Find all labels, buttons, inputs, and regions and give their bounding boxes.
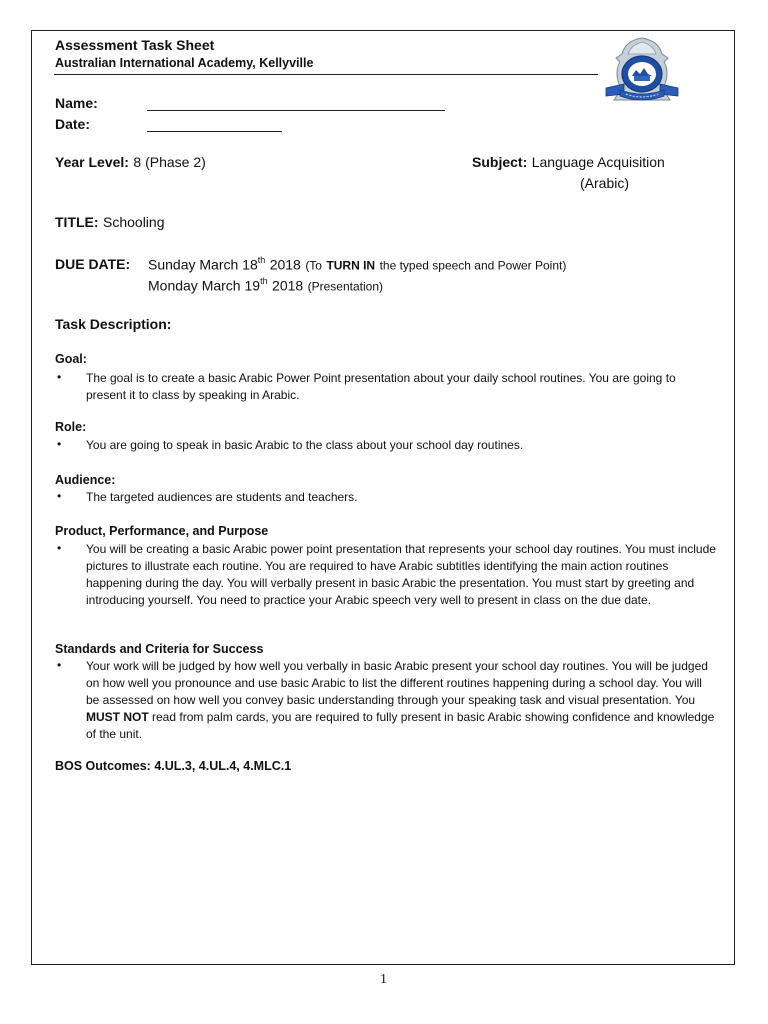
standards-text-emphasis: MUST NOT [86,710,149,724]
due-date-label: DUE DATE: [55,256,131,272]
product-text: You will be creating a basic Arabic power point presentation that represents your school day routines. You must include pictures to illustrate each routine. You are required to have Arabic subtitles identifying the main action routines happening during the day. You will verbally present in basic Arabic the presentation. You must start by greeting and introducing yourself. You need to practice your Arabic speech very well to present in class on the due date. [86,542,716,607]
bullet-glyph: • [57,658,62,672]
due-date-1-note-end: the typed speech and Power Point) [379,258,567,273]
role-heading: Role: [55,420,87,434]
subject-value-continued: (Arabic) [580,175,630,191]
due-date-1-year: 2018 [269,256,301,273]
role-text: You are going to speak in basic Arabic to the class about your school day routines. [86,438,524,452]
title-label: TITLE: [55,214,99,230]
page-number: 1 [380,972,387,987]
due-date-1-note-start: (To [305,258,322,273]
title-value: Schooling [103,214,165,230]
due-date-2-year: 2018 [272,277,304,294]
due-date-2-suffix: th [260,276,268,286]
standards-heading: Standards and Criteria for Success [55,642,264,656]
date-field-line [147,131,282,132]
due-date-submission [148,255,566,274]
bullet-glyph: • [57,489,62,503]
bullet-glyph: • [57,541,62,555]
due-date-1-note-emphasis: TURN IN [326,258,376,273]
bullet-glyph: • [57,370,62,384]
subject-value: Language Acquisition [531,154,665,170]
due-date-1-day: Sunday March 18 [148,256,258,273]
due-date-presentation [148,276,383,295]
due-date-2-note: (Presentation) [307,279,384,294]
audience-text: The targeted audiences are students and teachers. [86,490,358,504]
goal-heading: Goal: [55,352,87,366]
audience-heading: Audience: [55,473,116,487]
standards-text [86,658,716,743]
document-title: Assessment Task Sheet [55,37,215,53]
subject-label: Subject: [472,154,528,170]
bullet-glyph: • [57,437,62,451]
bos-outcomes: BOS Outcomes: 4.UL.3, 4.UL.4, 4.MLC.1 [55,759,292,773]
header-rule [54,74,598,75]
year-level [55,154,206,172]
standards-text-part-2: read from palm cards, you are required to fully present in basic Arabic showing confidence and knowledge of the unit. [86,710,715,741]
due-date-1-suffix: th [257,255,266,265]
standards-text-part-1: Your work will be judged by how well you verbally in basic Arabic present your school day routines. You will be judged on how well you pronounce and use basic Arabic to list the different routines happening during a school day. You will be assessed on how well you convey basic understanding through your speaking task and visual presentation. You [86,659,708,707]
task-title [55,214,165,232]
year-level-label: Year Level: [55,154,129,170]
product-heading: Product, Performance, and Purpose [55,524,269,538]
school-name: Australian International Academy, Kellyville [55,56,314,70]
name-label: Name: [55,95,98,111]
date-label: Date: [55,116,91,132]
school-crest-logo [600,36,684,106]
goal-text: The goal is to create a basic Arabic Power Point presentation about your daily school routines. You are going to present it to class by speaking in Arabic. [86,371,676,402]
year-level-value: 8 (Phase 2) [133,154,206,170]
subject [472,154,665,172]
name-field-line [147,110,445,111]
due-date-2-day: Monday March 19 [148,277,261,294]
task-description-heading: Task Description: [55,316,172,332]
